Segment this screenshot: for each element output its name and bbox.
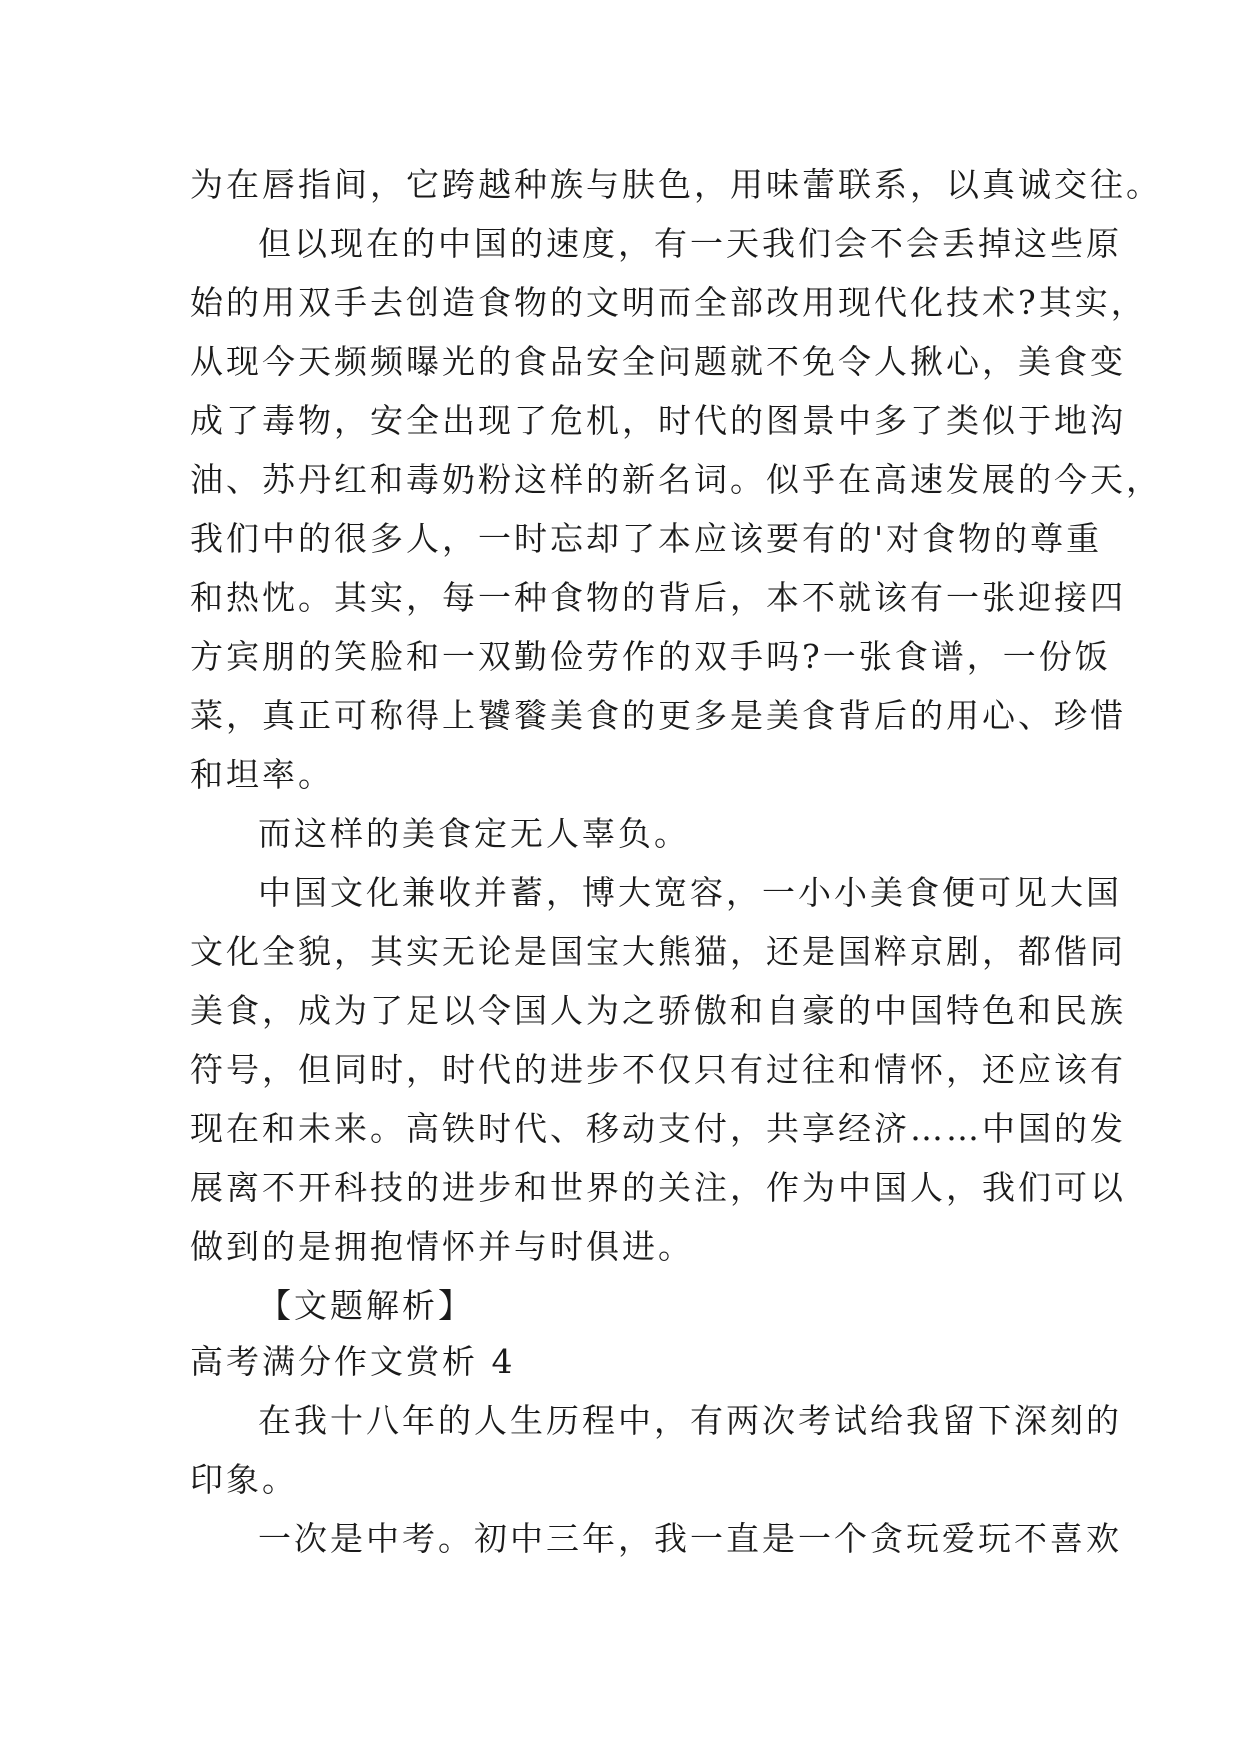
- text-line: 成了毒物，安全出现了危机，时代的图景中多了类似于地沟: [190, 401, 1126, 440]
- text-line: 油、苏丹红和毒奶粉这样的新名词。似乎在高速发展的今天，: [190, 460, 1162, 499]
- text-line: 美食，成为了足以令国人为之骄傲和自豪的中国特色和民族: [190, 991, 1126, 1030]
- text-line: 而这样的美食定无人辜负。: [258, 814, 690, 853]
- text-line: 中国文化兼收并蓄，博大宽容，一小小美食便可见大国: [258, 873, 1122, 912]
- text-line: 为在唇指间，它跨越种族与肤色，用味蕾联系，以真诚交往。: [190, 165, 1162, 204]
- text-line: 印象。: [190, 1460, 298, 1499]
- text-line: 始的用双手去创造食物的文明而全部改用现代化技术?其实，: [190, 283, 1147, 322]
- text-line: 和热忱。其实，每一种食物的背后，本不就该有一张迎接四: [190, 578, 1126, 617]
- text-line: 和坦率。: [190, 755, 334, 794]
- section-label: 【文题解析】: [258, 1286, 474, 1325]
- text-line: 方宾朋的笑脸和一双勤俭劳作的双手吗?一张食谱，一份饭: [190, 637, 1111, 676]
- text-line: 从现今天频频曝光的食品安全问题就不免令人揪心，美食变: [190, 342, 1126, 381]
- section-heading: 高考满分作文赏析 4: [190, 1342, 516, 1381]
- text-line: 文化全貌，其实无论是国宝大熊猫，还是国粹京剧，都偕同: [190, 932, 1126, 971]
- text-line: 一次是中考。初中三年，我一直是一个贪玩爱玩不喜欢: [258, 1519, 1122, 1558]
- text-line: 做到的是拥抱情怀并与时俱进。: [190, 1227, 694, 1266]
- text-line: 但以现在的中国的速度，有一天我们会不会丢掉这些原: [258, 224, 1122, 263]
- text-line: 符号，但同时，时代的进步不仅只有过往和情怀，还应该有: [190, 1050, 1126, 1089]
- text-line: 现在和未来。高铁时代、移动支付，共享经济……中国的发: [190, 1109, 1126, 1148]
- text-line: 我们中的很多人，一时忘却了本应该要有的'对食物的尊重: [190, 519, 1103, 558]
- text-line: 菜，真正可称得上饕餮美食的更多是美食背后的用心、珍惜: [190, 696, 1126, 735]
- text-line: 展离不开科技的进步和世界的关注，作为中国人，我们可以: [190, 1168, 1126, 1207]
- text-line: 在我十八年的人生历程中，有两次考试给我留下深刻的: [258, 1401, 1122, 1440]
